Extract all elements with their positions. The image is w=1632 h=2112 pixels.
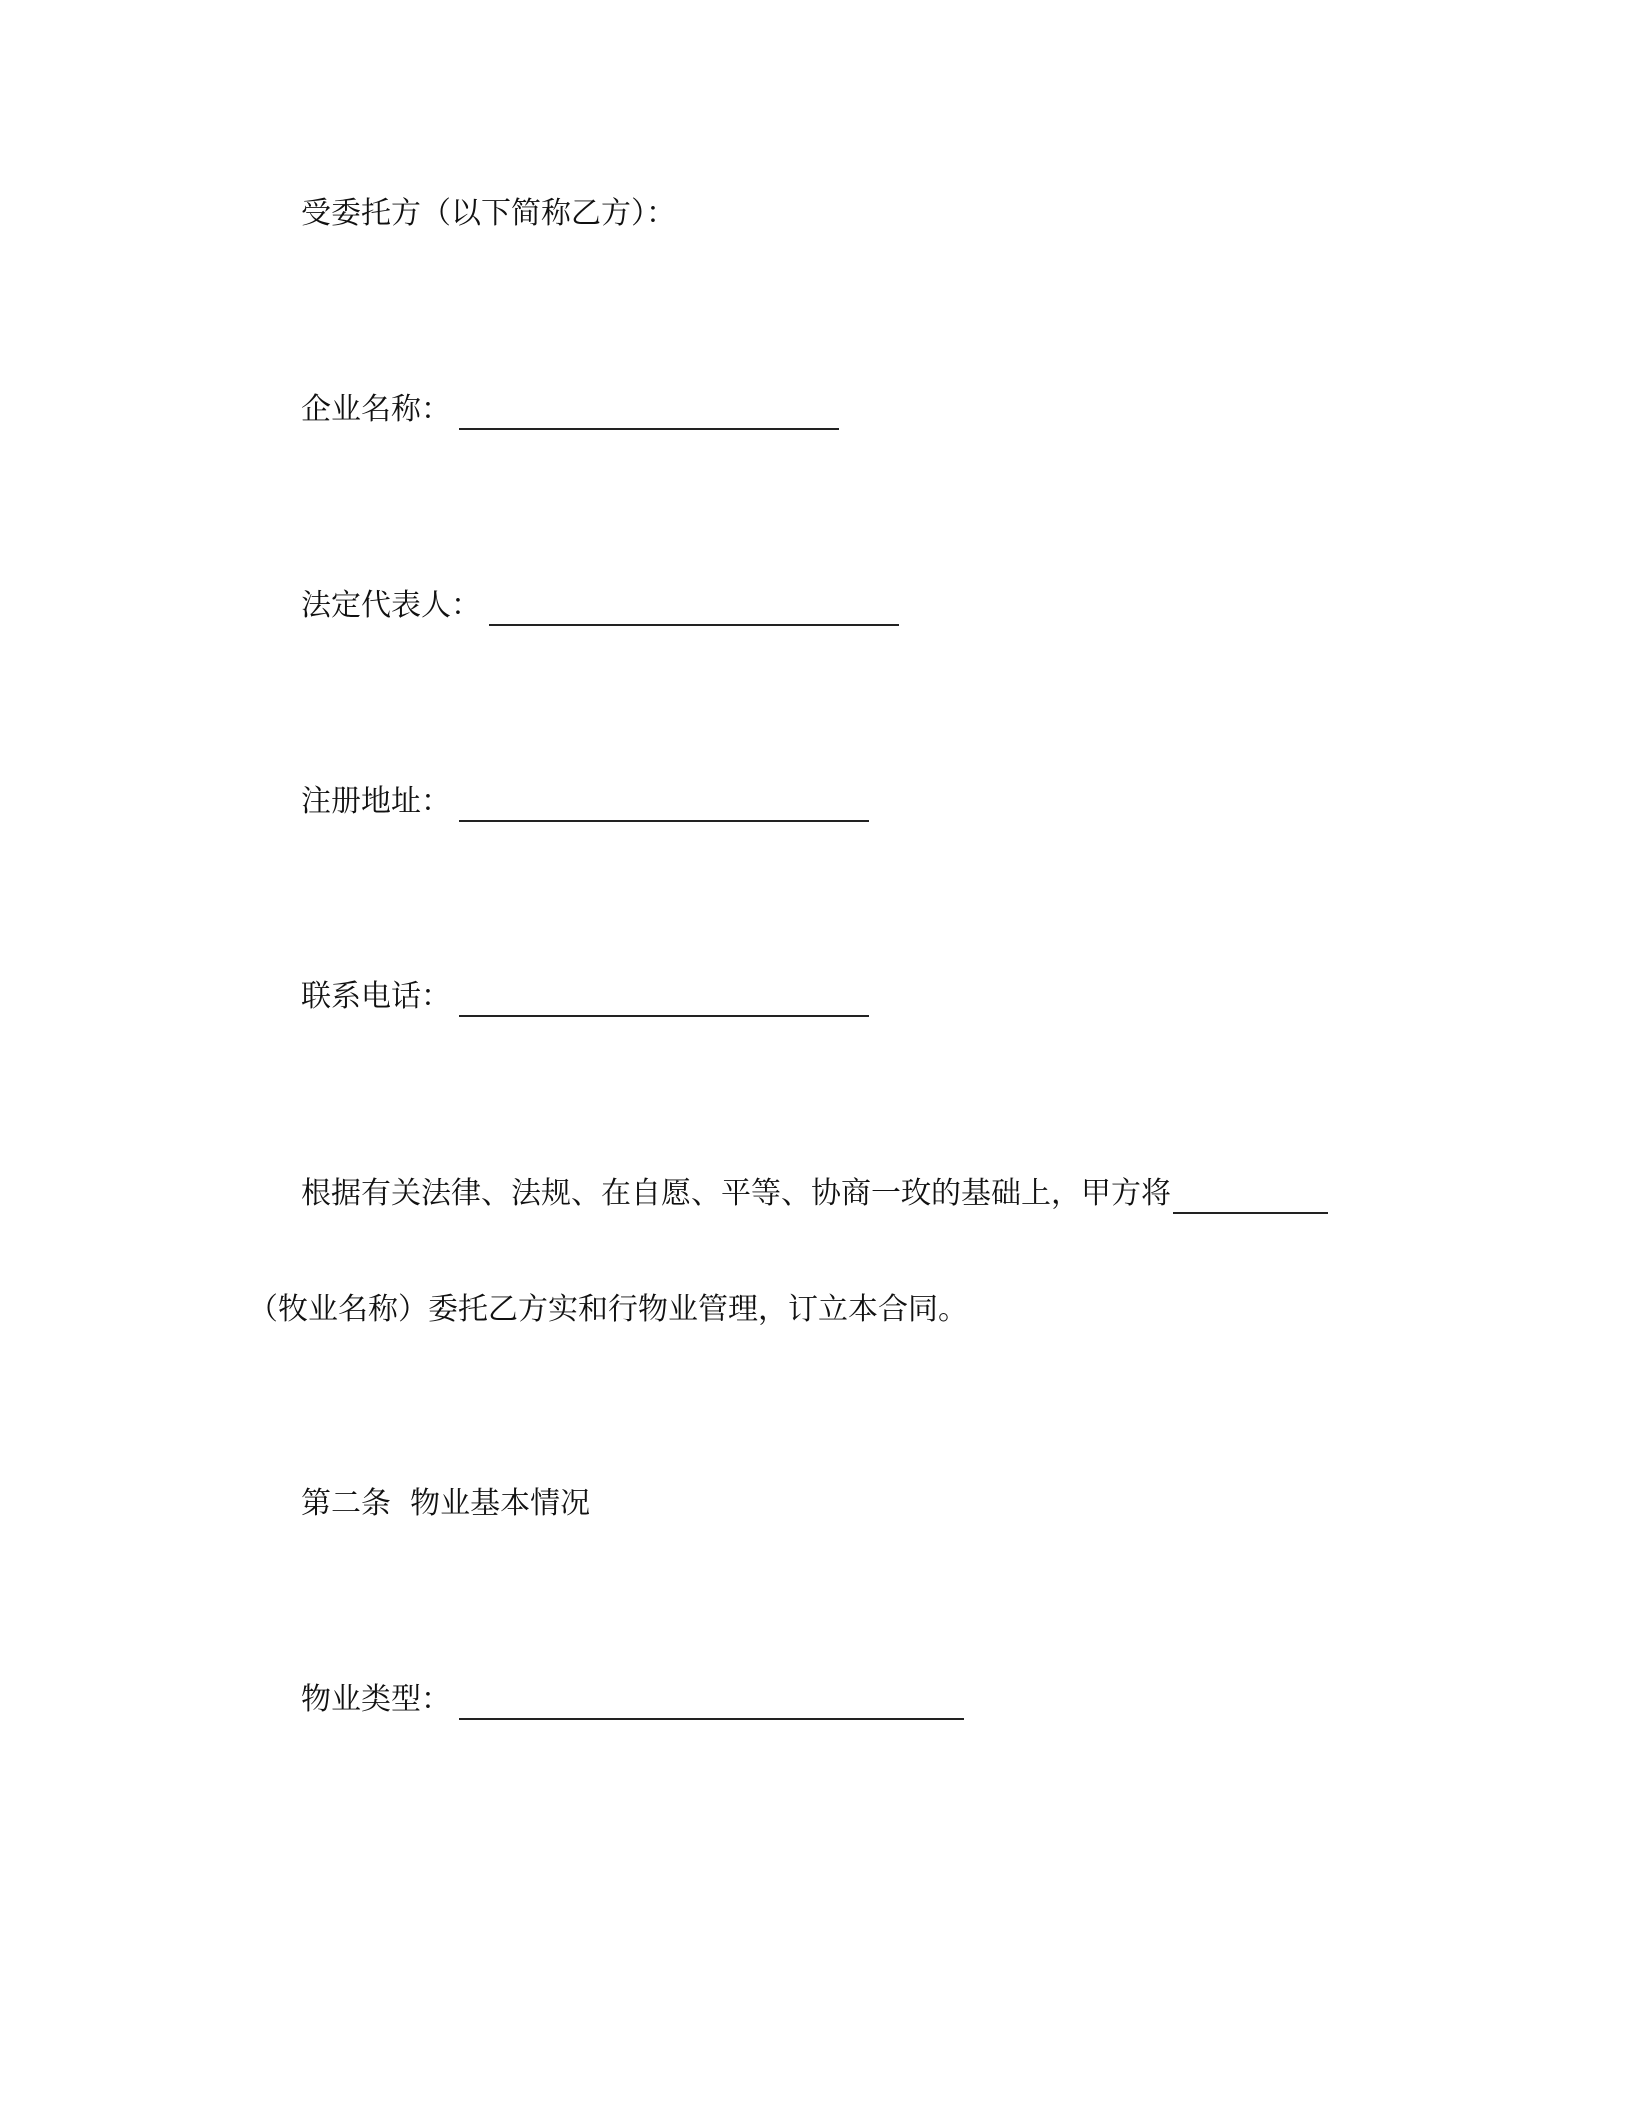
property-type-blank[interactable] xyxy=(459,1684,964,1720)
company-name-label: 企业名称： xyxy=(301,392,451,427)
phone-row xyxy=(301,977,869,1017)
intro-paragraph-line-1 xyxy=(301,1174,1328,1214)
intro-paragraph-text-2: （牧业名称）委托乙方实和行物业管理，订立本合同。 xyxy=(248,1292,968,1327)
phone-blank[interactable] xyxy=(459,981,869,1017)
legal-rep-blank[interactable] xyxy=(489,590,899,626)
legal-rep-label: 法定代表人： xyxy=(301,588,481,623)
company-name-row xyxy=(301,390,839,430)
registered-address-label: 注册地址： xyxy=(301,784,451,819)
company-name-blank[interactable] xyxy=(459,394,839,430)
registered-address-row xyxy=(301,782,869,822)
intro-paragraph-text-1: 根据有关法律、法规、在自愿、平等、协商一玫的基础上，甲方将 xyxy=(301,1176,1171,1211)
phone-label: 联系电话： xyxy=(301,979,451,1014)
article-2-title xyxy=(301,1484,590,1524)
party-b-heading-text: 受委托方（以下简称乙方）： xyxy=(301,196,676,231)
registered-address-blank[interactable] xyxy=(459,786,869,822)
property-type-row xyxy=(301,1680,964,1720)
property-name-blank[interactable] xyxy=(1173,1178,1328,1214)
article-2-title-text: 第二条 物业基本情况 xyxy=(301,1486,591,1521)
legal-rep-row xyxy=(301,586,899,626)
property-type-label: 物业类型： xyxy=(301,1682,451,1717)
intro-paragraph-line-2 xyxy=(248,1290,968,1330)
party-b-heading xyxy=(301,194,676,234)
